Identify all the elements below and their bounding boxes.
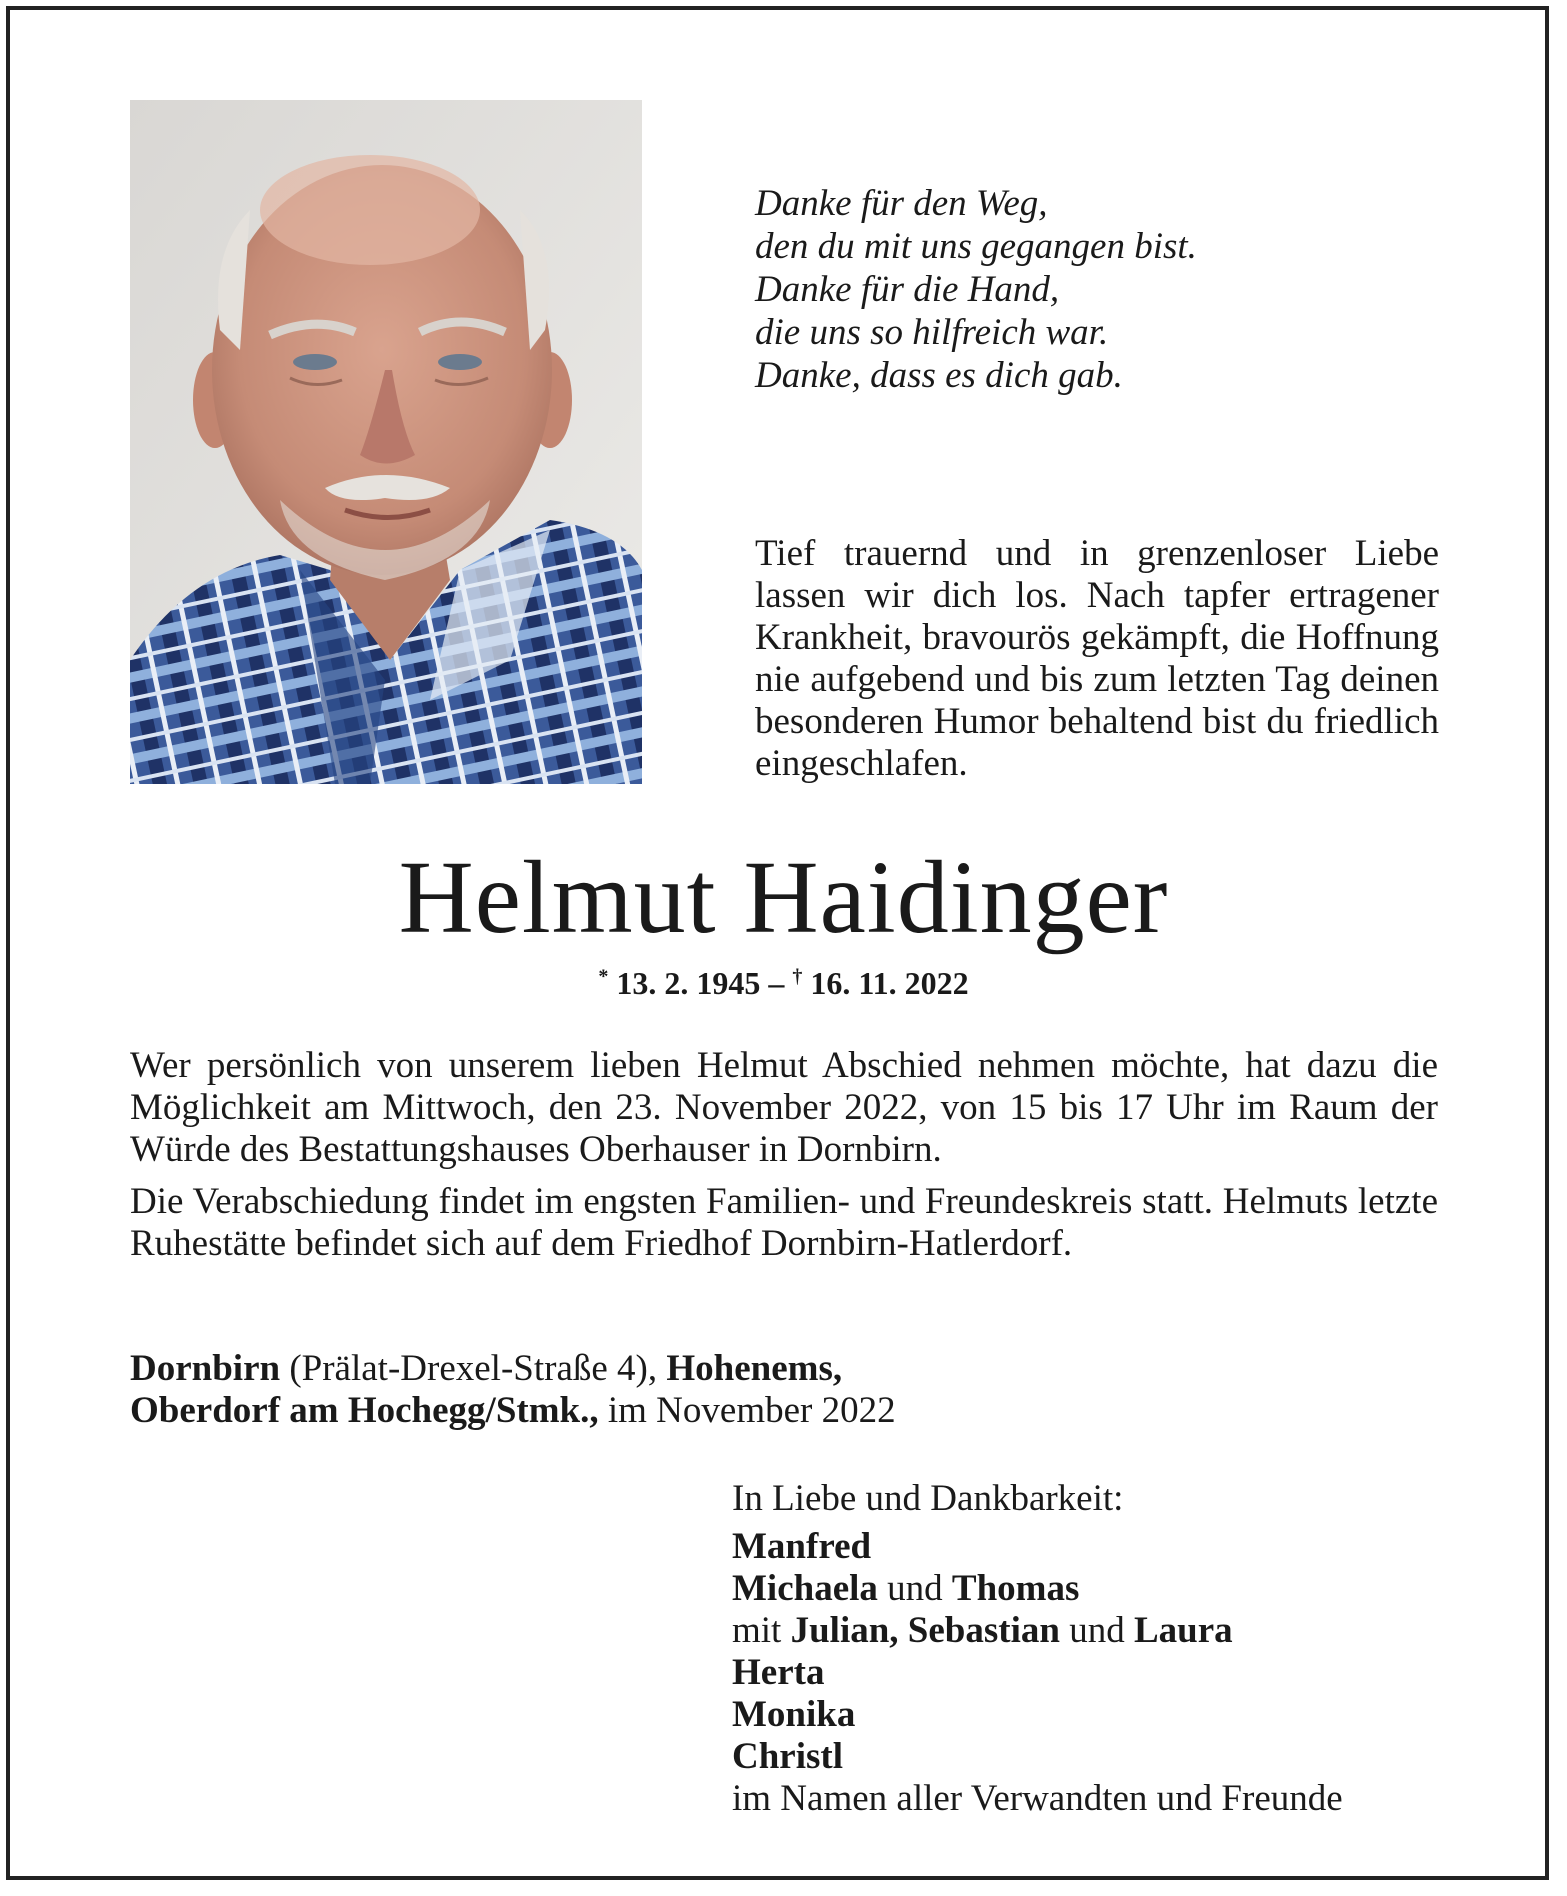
poem-line: den du mit uns gegangen bist. xyxy=(755,226,1197,267)
mourner-name: Christl xyxy=(732,1736,843,1777)
mourner-name: Laura xyxy=(1133,1610,1233,1651)
deceased-name: Helmut Haidinger xyxy=(398,840,1169,955)
mourner-line xyxy=(732,1652,1452,1694)
signature-block xyxy=(732,1478,1452,1820)
burial-paragraph: Die Verabschiedung findet im engsten Familien- und Freundeskreis statt. Helmuts letzte Ruhestätte befindet sich auf dem Friedhof Dornbirn-Hatlerdorf. xyxy=(130,1181,1438,1264)
connector-text: und xyxy=(1059,1610,1134,1651)
birth-date: 13. 2. 1945 xyxy=(616,965,761,1001)
death-date: 16. 11. 2022 xyxy=(810,965,969,1001)
poem-line: Danke, dass es dich gab. xyxy=(755,355,1123,396)
place-hohenems: Hohenems, xyxy=(666,1348,843,1389)
mourner-line xyxy=(732,1568,1452,1610)
portrait-photo xyxy=(130,100,642,784)
connector-text: und xyxy=(877,1568,952,1609)
mourner-line xyxy=(732,1736,1452,1778)
signature-heading: In Liebe und Dankbarkeit: xyxy=(732,1478,1124,1519)
mourner-line xyxy=(732,1694,1452,1736)
place-dornbirn: Dornbirn xyxy=(130,1348,281,1389)
places-line-2 xyxy=(130,1390,1130,1432)
poem xyxy=(755,182,1315,397)
closing-line: im Namen aller Verwandten und Freunde xyxy=(732,1778,1343,1819)
mourner-line xyxy=(732,1526,1452,1568)
places-line-1 xyxy=(130,1348,1130,1390)
place-oberdorf: Oberdorf am Hochegg/Stmk., xyxy=(130,1390,599,1431)
portrait-image xyxy=(130,100,642,784)
mourner-name: Manfred xyxy=(732,1526,872,1567)
places-date xyxy=(130,1348,1130,1432)
announcement-body xyxy=(130,1045,1438,1275)
date-text: im November 2022 xyxy=(598,1390,896,1431)
connector-text: mit xyxy=(732,1610,791,1651)
death-symbol: † xyxy=(792,965,803,988)
mourner-name: Monika xyxy=(732,1694,856,1735)
life-dates xyxy=(0,965,1567,1002)
poem-line: Danke für die Hand, xyxy=(755,269,1060,310)
birth-symbol: * xyxy=(598,965,609,988)
farewell-paragraph: Wer persönlich von unserem lieben Helmut Abschied nehmen möchte, hat dazu die Möglichkeit am Mittwoch, den 23. November 2022, von 15 bis 17 Uhr im Raum der Würde des Bestattungshauses Oberhauser in Dornbirn. xyxy=(130,1045,1438,1170)
date-separator: – xyxy=(768,965,785,1001)
intro-text: Tief trauernd und in grenzenloser Liebe lassen wir dich los. Nach tapfer ertragener Krankheit, bravourös gekämpft, die Hoffnung nie aufgebend und bis zum letzten Tag deinen besonderen Humor behaltend bist du friedlich eingeschlafen. xyxy=(755,533,1439,784)
mourner-name: Julian, Sebastian xyxy=(790,1610,1060,1651)
place-address: (Prälat-Drexel-Straße 4), xyxy=(280,1348,667,1389)
mourner-name: Herta xyxy=(732,1652,825,1693)
mourner-name: Thomas xyxy=(951,1568,1080,1609)
poem-line: Danke für den Weg, xyxy=(755,183,1048,224)
poem-line: die uns so hilfreich war. xyxy=(755,312,1109,353)
mourner-line xyxy=(732,1610,1452,1652)
mourner-name: Michaela xyxy=(732,1568,878,1609)
